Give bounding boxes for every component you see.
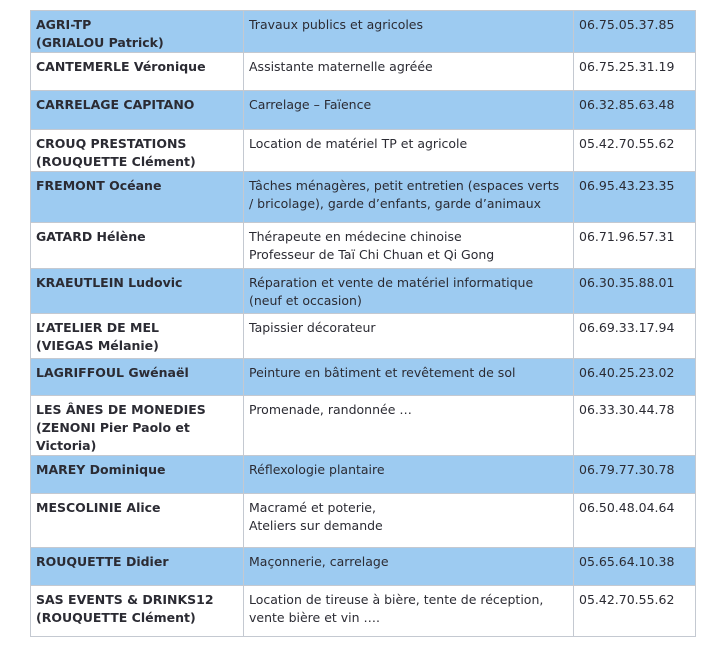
- business-name-line: (ZENONI Pier Paolo et: [36, 420, 190, 435]
- activity-line: Maçonnerie, carrelage: [249, 554, 389, 569]
- business-name-cell: [31, 172, 244, 223]
- business-name-line: LAGRIFFOUL Gwénaël: [36, 365, 189, 380]
- business-name-cell: [31, 456, 244, 494]
- activity-cell: [244, 548, 574, 586]
- activity-line: Ateliers sur demande: [249, 518, 383, 533]
- phone-cell: [574, 223, 696, 269]
- business-directory-table: [30, 10, 696, 637]
- table-row: [31, 130, 696, 172]
- table-row: [31, 456, 696, 494]
- activity-line: Tâches ménagères, petit entretien (espaces verts: [249, 178, 560, 193]
- activity-line: Réflexologie plantaire: [249, 462, 385, 477]
- activity-cell: [244, 223, 574, 269]
- phone-cell: [574, 456, 696, 494]
- table-row: [31, 586, 696, 637]
- activity-cell: [244, 11, 574, 53]
- activity-cell: [244, 91, 574, 130]
- activity-line: Location de matériel TP et agricole: [249, 136, 468, 151]
- business-name-cell: [31, 396, 244, 456]
- phone-number: 06.32.85.63.48: [579, 97, 675, 112]
- business-name-cell: [31, 130, 244, 172]
- activity-cell: [244, 359, 574, 396]
- activity-line: Macramé et poterie,: [249, 500, 376, 515]
- phone-cell: [574, 396, 696, 456]
- phone-number: 06.50.48.04.64: [579, 500, 675, 515]
- phone-number: 06.95.43.23.35: [579, 178, 675, 193]
- table-row: [31, 172, 696, 223]
- activity-cell: [244, 172, 574, 223]
- table-row: [31, 53, 696, 91]
- phone-cell: [574, 359, 696, 396]
- phone-cell: [574, 53, 696, 91]
- activity-line: (neuf et occasion): [249, 293, 362, 308]
- table-row: [31, 223, 696, 269]
- activity-cell: [244, 586, 574, 637]
- activity-cell: [244, 269, 574, 314]
- activity-line: vente bière et vin ….: [249, 610, 381, 625]
- phone-cell: [574, 586, 696, 637]
- activity-line: Tapissier décorateur: [249, 320, 376, 335]
- table-row: [31, 314, 696, 359]
- table-row: [31, 91, 696, 130]
- business-name-line: Victoria): [36, 438, 97, 453]
- activity-line: Réparation et vente de matériel informatique: [249, 275, 534, 290]
- business-name-cell: [31, 53, 244, 91]
- business-name-cell: [31, 494, 244, 548]
- activity-line: Location de tireuse à bière, tente de réception,: [249, 592, 544, 607]
- business-name-line: (ROUQUETTE Clément): [36, 154, 196, 169]
- business-name-line: (GRIALOU Patrick): [36, 35, 164, 50]
- activity-cell: [244, 494, 574, 548]
- business-name-line: AGRI-TP: [36, 17, 92, 32]
- phone-cell: [574, 494, 696, 548]
- business-name-line: (VIEGAS Mélanie): [36, 338, 159, 353]
- phone-cell: [574, 130, 696, 172]
- business-name-line: CANTEMERLE Véronique: [36, 59, 206, 74]
- phone-cell: [574, 172, 696, 223]
- business-name-cell: [31, 91, 244, 130]
- business-name-cell: [31, 359, 244, 396]
- phone-number: 05.42.70.55.62: [579, 592, 675, 607]
- activity-line: Assistante maternelle agréée: [249, 59, 433, 74]
- activity-cell: [244, 314, 574, 359]
- table-row: [31, 269, 696, 314]
- phone-number: 05.42.70.55.62: [579, 136, 675, 151]
- phone-number: 06.79.77.30.78: [579, 462, 675, 477]
- activity-cell: [244, 396, 574, 456]
- phone-cell: [574, 314, 696, 359]
- business-name-line: MESCOLINIE Alice: [36, 500, 161, 515]
- phone-number: 06.75.05.37.85: [579, 17, 675, 32]
- activity-cell: [244, 130, 574, 172]
- phone-number: 06.33.30.44.78: [579, 402, 675, 417]
- business-name-line: SAS EVENTS & DRINKS12: [36, 592, 214, 607]
- activity-line: Carrelage – Faïence: [249, 97, 372, 112]
- activity-line: Thérapeute en médecine chinoise: [249, 229, 462, 244]
- business-name-line: LES ÂNES DE MONEDIES: [36, 402, 206, 417]
- business-name-line: L’ATELIER DE MEL: [36, 320, 159, 335]
- business-name-line: ROUQUETTE Didier: [36, 554, 169, 569]
- phone-number: 06.75.25.31.19: [579, 59, 675, 74]
- business-name-line: MAREY Dominique: [36, 462, 166, 477]
- business-name-line: GATARD Hélène: [36, 229, 146, 244]
- activity-line: Promenade, randonnée …: [249, 402, 412, 417]
- business-name-line: CARRELAGE CAPITANO: [36, 97, 195, 112]
- activity-line: / bricolage), garde d’enfants, garde d’animaux: [249, 196, 542, 211]
- phone-cell: [574, 269, 696, 314]
- directory-table-body: [31, 11, 696, 637]
- business-name-cell: [31, 269, 244, 314]
- activity-cell: [244, 53, 574, 91]
- table-row: [31, 11, 696, 53]
- table-row: [31, 359, 696, 396]
- activity-line: Travaux publics et agricoles: [249, 17, 424, 32]
- activity-line: Professeur de Taï Chi Chuan et Qi Gong: [249, 247, 495, 262]
- business-name-line: (ROUQUETTE Clément): [36, 610, 196, 625]
- phone-number: 06.40.25.23.02: [579, 365, 675, 380]
- business-name-cell: [31, 586, 244, 637]
- business-name-line: CROUQ PRESTATIONS: [36, 136, 187, 151]
- phone-cell: [574, 91, 696, 130]
- phone-number: 06.71.96.57.31: [579, 229, 675, 244]
- phone-cell: [574, 11, 696, 53]
- activity-line: Peinture en bâtiment et revêtement de sol: [249, 365, 516, 380]
- phone-number: 06.69.33.17.94: [579, 320, 675, 335]
- business-name-cell: [31, 223, 244, 269]
- phone-number: 06.30.35.88.01: [579, 275, 675, 290]
- table-row: [31, 548, 696, 586]
- phone-number: 05.65.64.10.38: [579, 554, 675, 569]
- business-name-cell: [31, 11, 244, 53]
- business-name-line: FREMONT Océane: [36, 178, 162, 193]
- directory-sheet: [30, 10, 695, 637]
- table-row: [31, 396, 696, 456]
- business-name-cell: [31, 548, 244, 586]
- phone-cell: [574, 548, 696, 586]
- business-name-line: KRAEUTLEIN Ludovic: [36, 275, 183, 290]
- table-row: [31, 494, 696, 548]
- business-name-cell: [31, 314, 244, 359]
- activity-cell: [244, 456, 574, 494]
